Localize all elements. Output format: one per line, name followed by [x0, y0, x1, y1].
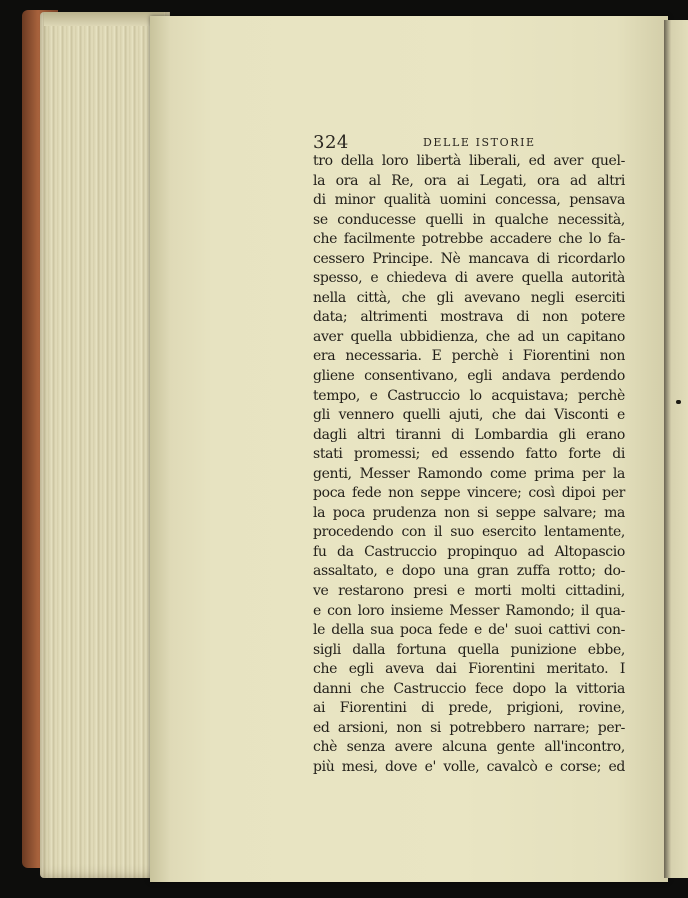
text-line: la ora al Re, ora ai Legati, ora ad altri: [313, 172, 625, 189]
text-line: nella città, che gli avevano negli eserciti: [313, 289, 625, 306]
text-line: danni che Castruccio fece dopo la vittoria: [313, 680, 625, 697]
text-line: era necessaria. E perchè i Fiorentini non: [313, 348, 625, 365]
text-line: che facilmente potrebbe accadere che lo fa-: [313, 231, 625, 248]
text-line: gli vennero quelli ajuti, che dai Visconti e: [313, 407, 625, 424]
text-line: tempo, e Castruccio lo acquistava; perchè: [313, 387, 625, 404]
text-line: chè senza avere alcuna gente all'incontro,: [313, 739, 625, 756]
text-line: di minor qualità uomini concessa, pensava: [313, 192, 625, 209]
text-line: ve restarono presi e morti molti cittadini,: [313, 583, 625, 600]
text-line: che egli aveva dai Fiorentini meritato. I: [313, 661, 625, 678]
text-line: fu da Castruccio propinquo ad Altopascio: [313, 543, 625, 560]
facing-page-mark: [676, 400, 681, 404]
text-line: la poca prudenza non si seppe salvare; ma: [313, 504, 625, 521]
text-line: procedendo con il suo esercito lentamente,: [313, 524, 625, 541]
text-line: genti, Messer Ramondo come prima per la: [313, 465, 625, 482]
text-line: cessero Principe. Nè mancava di ricordarlo: [313, 250, 625, 267]
text-line: ed arsioni, non si potrebbero narrare; per-: [313, 719, 625, 736]
text-line: le della sua poca fede e de' suoi cattivi con-: [313, 622, 625, 639]
page-number: 324: [313, 132, 349, 153]
text-line: dagli altri tiranni di Lombardia gli erano: [313, 426, 625, 443]
text-line: stati promessi; ed essendo fatto forte di: [313, 446, 625, 463]
text-line: se conducesse quelli in qualche necessità,: [313, 211, 625, 228]
text-line: assaltato, e dopo una gran zuffa rotto; do-: [313, 563, 625, 580]
text-line: aver quella ubbidienza, che ad un capitano: [313, 328, 625, 345]
page-edges-top: [44, 12, 164, 26]
text-line: sigli dalla fortuna quella punizione ebbe,: [313, 641, 625, 658]
text-line: poca fede non seppe vincere; così dipoi per: [313, 485, 625, 502]
text-line: tro della loro libertà liberali, ed aver quel-: [313, 153, 625, 169]
text-line: spesso, e chiedeva di avere quella autorità: [313, 270, 625, 287]
text-line: e con loro insieme Messer Ramondo; il qua-: [313, 602, 625, 619]
text-line: ai Fiorentini di prede, prigioni, rovine,: [313, 700, 625, 717]
text-line: data; altrimenti mostrava di non potere: [313, 309, 625, 326]
facing-page-edge: [664, 20, 688, 878]
text-line: gliene consentivano, egli andava perdendo: [313, 368, 625, 385]
running-head: [313, 133, 643, 153]
running-head-title: DELLE ISTORIE: [423, 136, 536, 149]
body-text: [313, 152, 625, 778]
text-line: più mesi, dove e' volle, cavalcò e corse; ed: [313, 758, 625, 775]
